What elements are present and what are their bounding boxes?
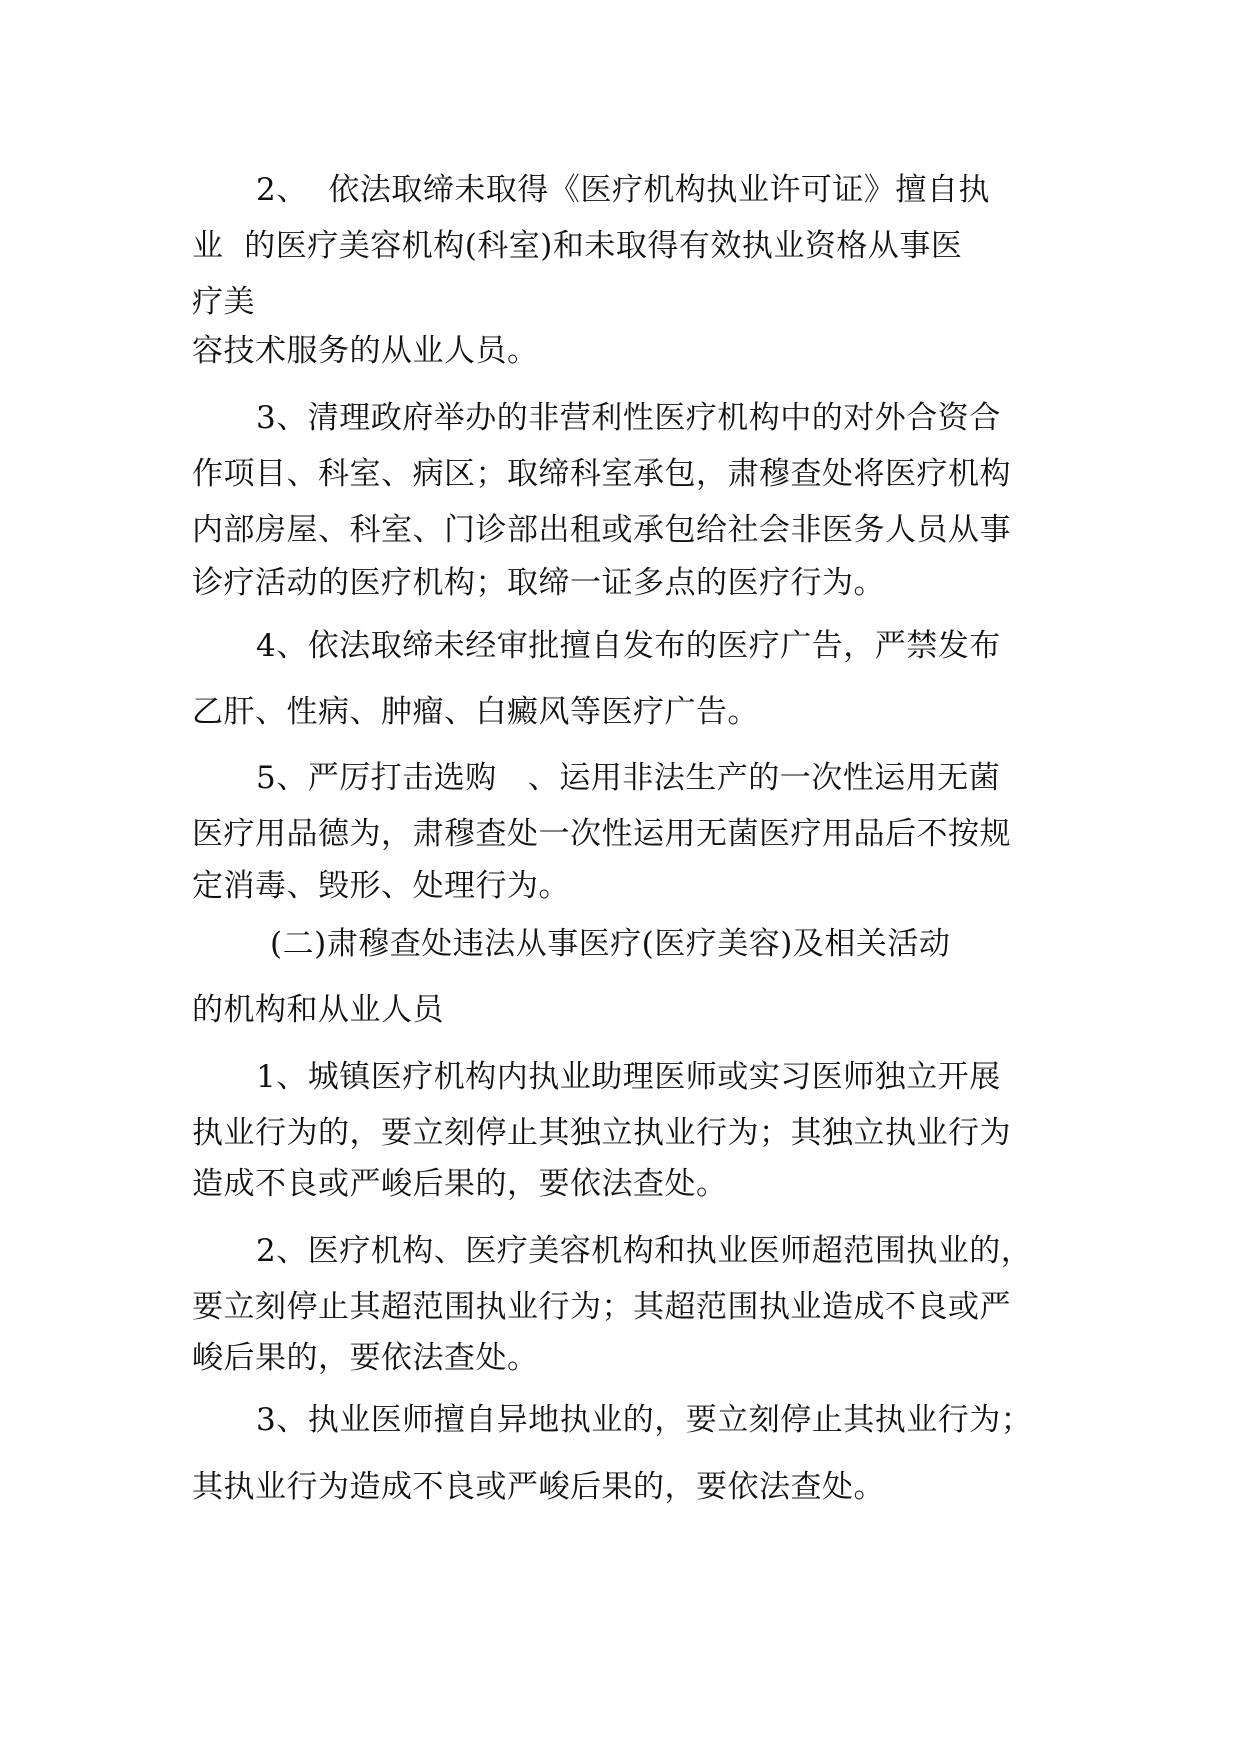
paragraph-5-line-3: 定消毒、毁形、处理行为。	[192, 868, 570, 904]
paragraph-2-line-2: 业 的医疗美容机构(科室)和未取得有效执业资格从事医	[192, 228, 963, 264]
paragraph-3-line-1: 3、清理政府举办的非营利性医疗机构中的对外合资合	[256, 400, 1001, 436]
paragraph-2-line-4: 容技术服务的从业人员。	[192, 333, 539, 369]
item-2-line-1: 2、医疗机构、医疗美容机构和执业医师超范围执业的，	[256, 1233, 1033, 1269]
paragraph-4-line-1: 4、依法取缔未经审批擅自发布的医疗广告，严禁发布	[256, 628, 1001, 664]
item-1-line-1: 1、城镇医疗机构内执业助理医师或实习医师独立开展	[256, 1059, 1001, 1095]
paragraph-2-line-3: 疗美	[192, 284, 255, 320]
paragraph-3-line-3: 内部房屋、科室、门诊部出租或承包给社会非医务人员从事	[192, 512, 1011, 548]
paragraph-4-line-2: 乙肝、性病、肿瘤、白癜风等医疗广告。	[192, 694, 759, 730]
item-2-line-3: 峻后果的，要依法查处。	[192, 1340, 539, 1376]
item-2-line-2: 要立刻停止其超范围执业行为；其超范围执业造成不良或严	[192, 1289, 1011, 1325]
paragraph-2-line-1: 2、 依法取缔未取得《医疗机构执业许可证》擅自执	[256, 172, 990, 208]
paragraph-5-line-2: 医疗用品德为，肃穆查处一次性运用无菌医疗用品后不按规	[192, 816, 1011, 852]
paragraph-3-line-4: 诊疗活动的医疗机构；取缔一证多点的医疗行为。	[192, 565, 885, 601]
item-1-line-3: 造成不良或严峻后果的，要依法查处。	[192, 1166, 728, 1202]
paragraph-3-line-2: 作项目、科室、病区；取缔科室承包，肃穆查处将医疗机构	[192, 456, 1011, 492]
section-heading-line-2: 的机构和从业人员	[192, 992, 444, 1028]
paragraph-5-line-1: 5、严厉打击选购 、运用非法生产的一次性运用无菌	[256, 760, 1001, 796]
item-1-line-2: 执业行为的，要立刻停止其独立执业行为；其独立执业行为	[192, 1115, 1011, 1151]
item-3-line-1: 3、执业医师擅自异地执业的，要立刻停止其执业行为；	[256, 1402, 1033, 1438]
section-heading-line-1: (二)肃穆查处违法从事医疗(医疗美容)及相关活动	[270, 926, 951, 962]
item-3-line-2: 其执业行为造成不良或严峻后果的，要依法查处。	[192, 1469, 885, 1505]
